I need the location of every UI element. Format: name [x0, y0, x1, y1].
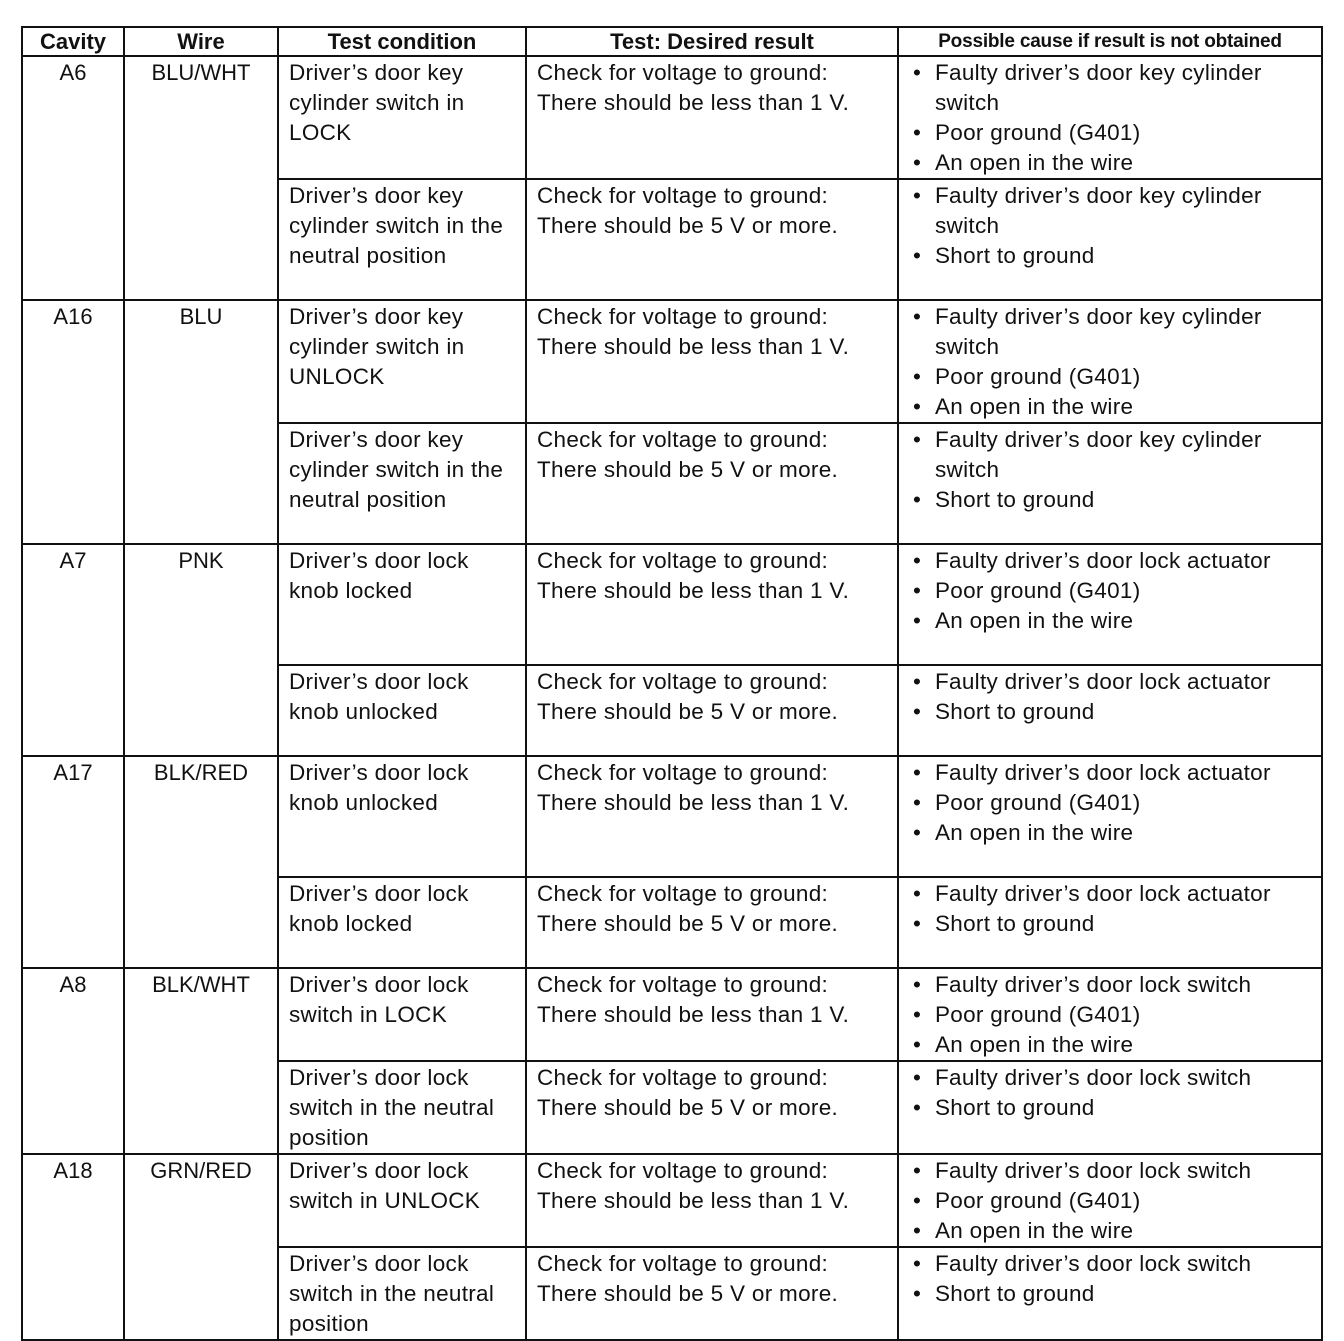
possible-cause-cell [898, 1154, 1322, 1247]
test-condition-cell: Driver’s door lock knob unlocked [278, 665, 526, 756]
desired-result-cell: Check for voltage to ground: There should be 5 V or more. [526, 877, 898, 968]
cause-item: • Faulty driver’s door lock switch [911, 1249, 1317, 1279]
cause-item: • Faulty driver’s door lock switch [911, 1063, 1317, 1093]
possible-cause-cell [898, 300, 1322, 423]
cause-item: • Short to ground [911, 1093, 1317, 1123]
cause-item: • Poor ground (G401) [911, 118, 1317, 148]
possible-cause-cell [898, 423, 1322, 544]
cause-item: • An open in the wire [911, 1030, 1317, 1060]
desired-result-cell: Check for voltage to ground: There should be less than 1 V. [526, 300, 898, 423]
cavity-cell: A16 [22, 300, 124, 544]
cause-item: • Short to ground [911, 1279, 1317, 1309]
possible-cause-cell [898, 56, 1322, 179]
table-row [22, 56, 1322, 179]
cavity-cell: A18 [22, 1154, 124, 1340]
cause-item: • Faulty driver’s door lock actuator [911, 758, 1317, 788]
cavity-cell: A6 [22, 56, 124, 300]
possible-cause-cell [898, 665, 1322, 756]
cause-item: • Faulty driver’s door key cylinder switch [911, 425, 1317, 485]
desired-result-cell: Check for voltage to ground: There should be 5 V or more. [526, 179, 898, 300]
possible-cause-cell [898, 544, 1322, 665]
test-condition-cell: Driver’s door lock switch in the neutral position [278, 1247, 526, 1340]
cause-item: • Faulty driver’s door key cylinder switch [911, 58, 1317, 118]
header-row [22, 27, 1322, 56]
desired-result-cell: Check for voltage to ground: There should be 5 V or more. [526, 1061, 898, 1154]
column-header-possible-cause: Possible cause if result is not obtained [898, 27, 1322, 56]
table-row [22, 1154, 1322, 1247]
test-condition-cell: Driver’s door lock switch in the neutral position [278, 1061, 526, 1154]
wire-cell: GRN/RED [124, 1154, 278, 1340]
cavity-cell: A7 [22, 544, 124, 756]
cause-item: • Faulty driver’s door lock switch [911, 970, 1317, 1000]
test-condition-cell: Driver’s door lock knob locked [278, 544, 526, 665]
cause-item: • An open in the wire [911, 1216, 1317, 1246]
cause-item: • An open in the wire [911, 392, 1317, 422]
test-condition-cell: Driver’s door key cylinder switch in the neutral position [278, 423, 526, 544]
cause-item: • Faulty driver’s door lock actuator [911, 879, 1317, 909]
cause-item: • Faulty driver’s door key cylinder switch [911, 181, 1317, 241]
cause-item: • Short to ground [911, 909, 1317, 939]
cause-item: • Poor ground (G401) [911, 362, 1317, 392]
test-condition-cell: Driver’s door key cylinder switch in UNLOCK [278, 300, 526, 423]
wire-cell: PNK [124, 544, 278, 756]
table-row [22, 756, 1322, 877]
desired-result-cell: Check for voltage to ground: There should be 5 V or more. [526, 665, 898, 756]
desired-result-cell: Check for voltage to ground: There should be less than 1 V. [526, 968, 898, 1061]
cause-item: • Short to ground [911, 697, 1317, 727]
desired-result-cell: Check for voltage to ground: There should be less than 1 V. [526, 56, 898, 179]
cause-item: • Poor ground (G401) [911, 1000, 1317, 1030]
table-row [22, 300, 1322, 423]
wire-cell: BLK/RED [124, 756, 278, 968]
column-header-wire: Wire [124, 27, 278, 56]
possible-cause-cell [898, 1061, 1322, 1154]
possible-cause-cell [898, 1247, 1322, 1340]
possible-cause-cell [898, 877, 1322, 968]
cause-item: • Poor ground (G401) [911, 576, 1317, 606]
possible-cause-cell [898, 179, 1322, 300]
column-header-desired-result: Test: Desired result [526, 27, 898, 56]
desired-result-cell: Check for voltage to ground: There should be less than 1 V. [526, 756, 898, 877]
wire-cell: BLK/WHT [124, 968, 278, 1154]
wire-cell: BLU/WHT [124, 56, 278, 300]
test-condition-cell: Driver’s door lock knob unlocked [278, 756, 526, 877]
cavity-cell: A8 [22, 968, 124, 1154]
cause-item: • Faulty driver’s door lock actuator [911, 546, 1317, 576]
test-condition-cell: Driver’s door key cylinder switch in LOCK [278, 56, 526, 179]
test-condition-cell: Driver’s door lock switch in LOCK [278, 968, 526, 1061]
cause-item: • Faulty driver’s door lock switch [911, 1156, 1317, 1186]
test-condition-cell: Driver’s door key cylinder switch in the neutral position [278, 179, 526, 300]
cause-item: • An open in the wire [911, 818, 1317, 848]
test-condition-cell: Driver’s door lock switch in UNLOCK [278, 1154, 526, 1247]
cavity-cell: A17 [22, 756, 124, 968]
desired-result-cell: Check for voltage to ground: There should be 5 V or more. [526, 1247, 898, 1340]
cause-item: • Short to ground [911, 241, 1317, 271]
cause-item: • Faulty driver’s door key cylinder switch [911, 302, 1317, 362]
test-condition-cell: Driver’s door lock knob locked [278, 877, 526, 968]
possible-cause-cell [898, 756, 1322, 877]
cause-item: • Poor ground (G401) [911, 1186, 1317, 1216]
wire-cell: BLU [124, 300, 278, 544]
desired-result-cell: Check for voltage to ground: There should be less than 1 V. [526, 1154, 898, 1247]
cause-item: • Short to ground [911, 485, 1317, 515]
table-row [22, 968, 1322, 1061]
desired-result-cell: Check for voltage to ground: There should be 5 V or more. [526, 423, 898, 544]
column-header-cavity: Cavity [22, 27, 124, 56]
possible-cause-cell [898, 968, 1322, 1061]
cause-item: • An open in the wire [911, 148, 1317, 178]
cause-item: • Poor ground (G401) [911, 788, 1317, 818]
column-header-test-condition: Test condition [278, 27, 526, 56]
desired-result-cell: Check for voltage to ground: There should be less than 1 V. [526, 544, 898, 665]
troubleshooting-table [21, 26, 1323, 1341]
cause-item: • An open in the wire [911, 606, 1317, 636]
cause-item: • Faulty driver’s door lock actuator [911, 667, 1317, 697]
table-row [22, 544, 1322, 665]
